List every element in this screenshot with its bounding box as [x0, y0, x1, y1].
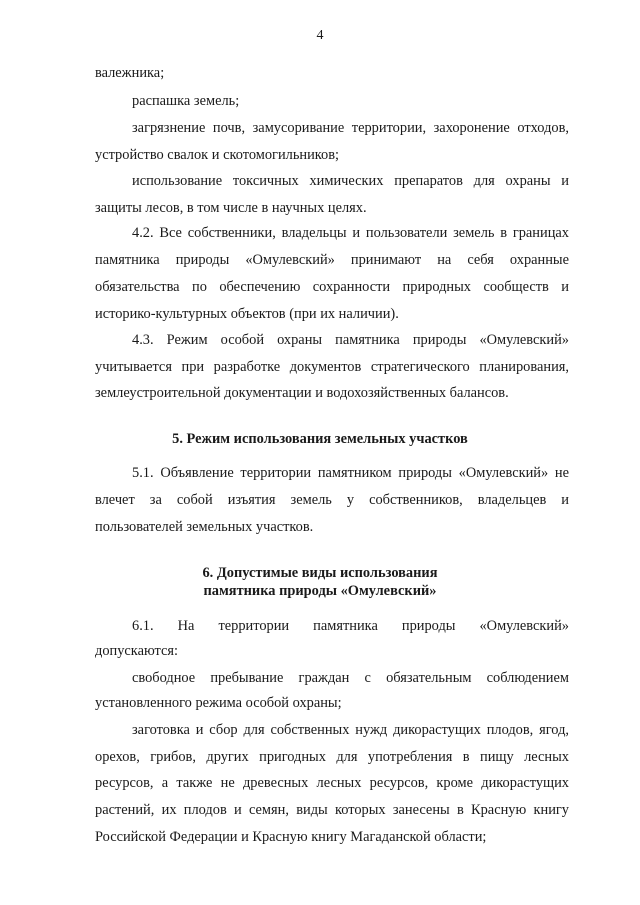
text-line: учитывается при разработке документов стратегического планирования,: [95, 359, 569, 375]
section-heading: 6. Допустимые виды использования: [202, 565, 438, 581]
text-line: землеустроительной документации и водохозяйственных балансов.: [95, 385, 509, 401]
text-line: растений, их плодов и семян, виды которых занесены в Красную книгу: [95, 802, 569, 818]
text-line: использование токсичных химических препаратов для охраны и: [132, 173, 569, 189]
text-line: историко-культурных объектов (при их наличии).: [95, 306, 399, 322]
text-line: 6.1. На территории памятника природы «Омулевский»: [132, 618, 569, 634]
text-line: распашка земель;: [132, 93, 240, 109]
text-line: орехов, грибов, других пригодных для употребления в пищу лесных: [95, 749, 569, 765]
text-line: пользователей земельных участков.: [95, 519, 314, 535]
text-line: установленного режима особой охраны;: [95, 695, 342, 711]
text-line: 4.2. Все собственники, владельцы и пользователи земель в границах: [132, 225, 569, 241]
text-line: 4.3. Режим особой охраны памятника природы «Омулевский»: [132, 332, 569, 348]
page-number: 4: [316, 28, 324, 43]
text-line: устройство свалок и скотомогильников;: [95, 147, 340, 163]
text-line: валежника;: [95, 65, 165, 81]
text-line: свободное пребывание граждан с обязательным соблюдением: [132, 670, 569, 686]
text-line: заготовка и сбор для собственных нужд дикорастущих плодов, ягод,: [132, 722, 569, 738]
text-line: Российской Федерации и Красную книгу Магаданской области;: [95, 829, 487, 845]
section-heading: памятника природы «Омулевский»: [203, 583, 437, 599]
text-line: ресурсов, а также не древесных лесных ресурсов, кроме дикорастущих: [95, 775, 569, 791]
section-heading: 5. Режим использования земельных участков: [172, 431, 468, 447]
text-line: допускаются:: [95, 643, 178, 659]
text-line: 5.1. Объявление территории памятником природы «Омулевский» не: [132, 465, 569, 481]
text-line: обязательства по обеспечению сохранности природных сообществ и: [95, 279, 569, 295]
text-line: загрязнение почв, замусоривание территории, захоронение отходов,: [132, 120, 569, 136]
text-line: памятника природы «Омулевский» принимают на себя охранные: [95, 252, 569, 268]
text-line: влечет за собой изъятия земель у собственников, владельцев и: [95, 492, 569, 508]
text-line: защиты лесов, в том числе в научных целях.: [95, 200, 367, 216]
